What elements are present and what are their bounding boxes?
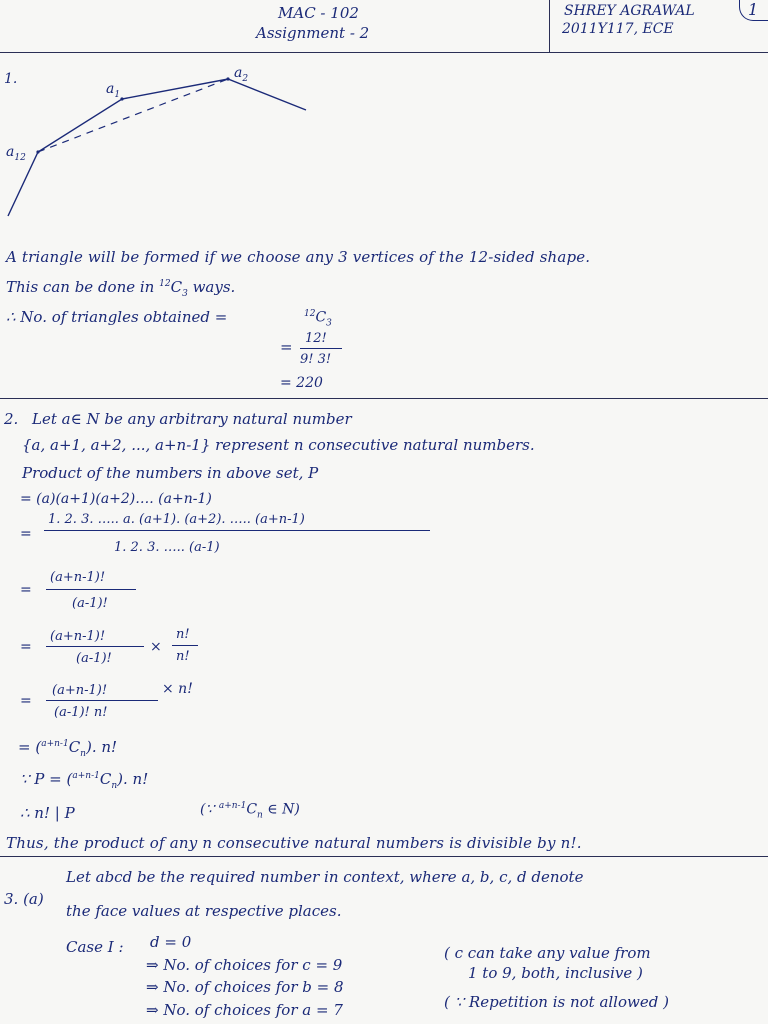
header-divider <box>549 0 550 52</box>
q1-frac-eq: = <box>280 338 293 356</box>
q2-step5: = $(^{a+n-1}C_n)$. n! <box>18 738 118 759</box>
q2-step7-reason: (∵ $^{a+n-1}C_n$ ∈ N) <box>200 801 300 821</box>
student-name: SHREY AGRAWAL <box>564 3 695 19</box>
q1-line3: ∴ No. of triangles obtained = <box>6 308 228 326</box>
q1-result: = 220 <box>280 375 323 391</box>
q2-step3-num2: n! <box>176 627 190 642</box>
q3-choice-c: ⇒ No. of choices for c = 9 <box>146 956 343 974</box>
polygon-figure <box>0 60 330 220</box>
polygon-edges <box>8 79 306 216</box>
q3-case-cond: d = 0 <box>150 933 192 951</box>
q2-step3-den2: n! <box>176 649 190 664</box>
q3-choice-b: ⇒ No. of choices for b = 8 <box>146 978 344 996</box>
q3-line1: Let abcd be the required number in context, where a, b, c, d denote <box>66 868 584 886</box>
q2-step1-bar <box>44 530 430 531</box>
q2-line1: Let a∈ N be any arbitrary natural number <box>32 410 352 428</box>
q1-combination: $^{12}C_3$ <box>304 309 332 329</box>
page-number: 1 <box>748 0 759 19</box>
q3-note-line1: ( c can take any value from <box>444 944 651 962</box>
q3-number: 3. (a) <box>4 890 44 908</box>
polygon-diagonal <box>38 79 228 152</box>
q2-step2-bar <box>46 589 136 590</box>
vertex-a2-dot <box>226 77 229 80</box>
q2-step1-den: 1. 2. 3. ….. (a-1) <box>114 540 220 555</box>
q2-step2-num: (a+n-1)! <box>50 570 106 585</box>
q2-conclusion: Thus, the product of any n consecutive natural numbers is divisible by n!. <box>6 834 582 852</box>
student-id: 2011Y117, ECE <box>562 21 674 37</box>
vertex-a1-label: $a_1$ <box>106 81 121 100</box>
vertex-a12-dot <box>36 150 39 153</box>
q2-step1-eq: = <box>20 526 32 542</box>
q2-step4-times: × n! <box>162 681 193 697</box>
q2-step7: ∴ n! | P <box>20 804 75 822</box>
vertex-a12-label: $a_{12}$ <box>6 144 26 163</box>
q3-choice-a: ⇒ No. of choices for a = 7 <box>146 1001 343 1019</box>
q1-frac-den: 9! 3! <box>300 352 332 367</box>
q2-step2-den: (a-1)! <box>72 596 108 611</box>
q2-step3-den: (a-1)! <box>76 651 112 666</box>
q1-number: 1. <box>4 71 18 87</box>
q2-step3-num: (a+n-1)! <box>50 629 106 644</box>
q2-step3-times: × <box>150 639 162 655</box>
q2-step3-eq: = <box>20 639 32 655</box>
q2-step2-eq: = <box>20 582 32 598</box>
q3-case-label: Case I : <box>66 938 124 956</box>
assignment-title: Assignment - 2 <box>256 24 370 42</box>
vertex-a1-dot <box>120 97 123 100</box>
q3-note-line2: 1 to 9, both, inclusive ) <box>468 964 643 982</box>
q1-frac-num: 12! <box>305 331 327 346</box>
q2-step4-eq: = <box>20 693 32 709</box>
vertex-a2-label: $a_2$ <box>234 65 249 84</box>
q1-rule <box>0 398 768 399</box>
q2-step4-bar <box>46 700 158 701</box>
q2-step6: ∵ $P = (^{a+n-1}C_n)$. n! <box>20 770 149 791</box>
q3-note-line3: ( ∵ Repetition is not allowed ) <box>444 993 669 1011</box>
course-code: MAC - 102 <box>278 4 359 22</box>
q1-line1: A triangle will be formed if we choose any 3 vertices of the 12-sided shape. <box>6 248 591 266</box>
q2-line2: {a, a+1, a+2, ..., a+n-1} represent n consecutive natural numbers. <box>22 436 535 454</box>
q2-step3-bar2 <box>172 645 198 646</box>
q2-step4-num: (a+n-1)! <box>52 683 108 698</box>
header-rule <box>0 52 768 53</box>
q2-line4: = (a)(a+1)(a+2)…. (a+n-1) <box>20 491 212 507</box>
page-number-circle <box>739 0 768 21</box>
q2-line3: Product of the numbers in above set, P <box>22 464 319 482</box>
q2-step3-bar <box>46 646 144 647</box>
q2-step1-num: 1. 2. 3. ….. a. (a+1). (a+2). ….. (a+n-1) <box>48 512 305 527</box>
q2-rule <box>0 856 768 857</box>
q1-frac-bar <box>300 348 342 349</box>
q1-line2: This can be done in $^{12}C_3$ ways. <box>6 278 236 299</box>
q2-number: 2. <box>4 410 19 428</box>
q2-step4-den: (a-1)! n! <box>54 705 108 720</box>
q3-line2: the face values at respective places. <box>66 902 342 920</box>
